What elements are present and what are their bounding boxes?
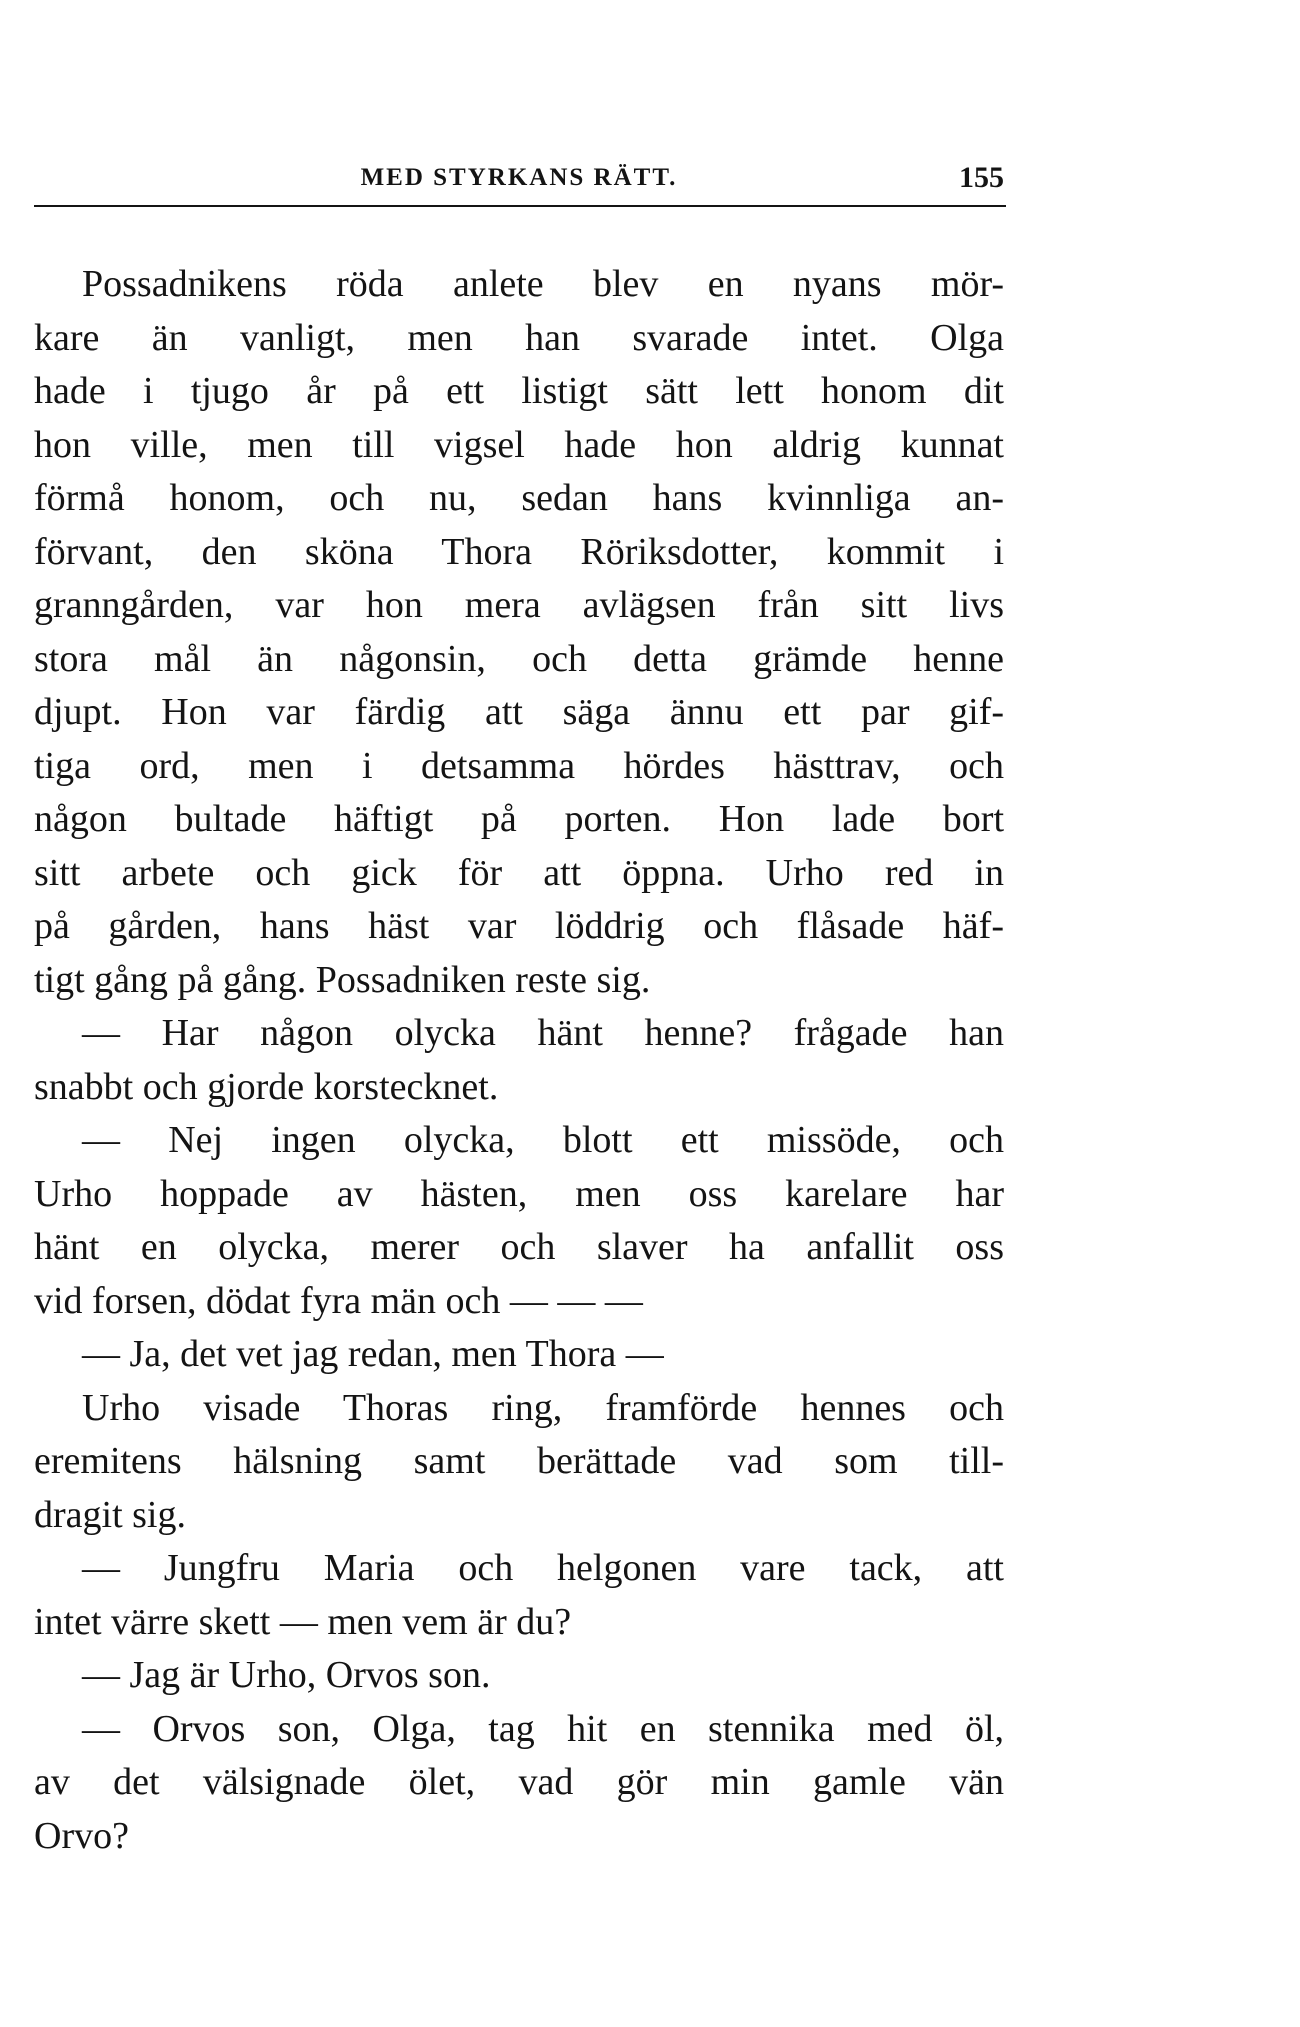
text-line: kare än vanligt, men han svarade intet. Olga — [34, 316, 1004, 359]
text-line: Urho visade Thoras ring, framförde hennes och — [82, 1386, 1004, 1429]
text-line: hänt en olycka, merer och slaver ha anfallit oss — [34, 1226, 1004, 1268]
text-line: granngården, var hon mera avlägsen från sitt livs — [34, 584, 1004, 626]
running-title: MED STYRKANS RÄTT. — [360, 164, 678, 191]
header-rule — [34, 205, 1006, 207]
text-line: hon ville, men till vigsel hade hon aldrig kunnat — [34, 423, 1004, 466]
text-line: tiga ord, men i detsamma hördes hästtrav, och — [34, 744, 1004, 787]
text-line: förmå honom, och nu, sedan hans kvinnliga an- — [34, 477, 1004, 519]
text-line: snabbt och gjorde korstecknet. — [34, 1065, 499, 1108]
text-line: — Nej ingen olycka, blott ett missöde, och — [82, 1119, 1004, 1161]
running-head — [34, 158, 1004, 198]
text-line: intet värre skett — men vem är du? — [34, 1600, 572, 1643]
text-line: Urho hoppade av hästen, men oss karelare har — [34, 1172, 1004, 1215]
page-number: 155 — [959, 161, 1004, 194]
text-line: — Jungfru Maria och helgonen vare tack, att — [82, 1547, 1004, 1589]
body-text — [34, 258, 1004, 1863]
text-line: — Jag är Urho, Orvos son. — [82, 1654, 491, 1696]
text-line: på gården, hans häst var löddrig och flåsade häf- — [34, 905, 1004, 947]
text-line: Possadnikens röda anlete blev en nyans mör- — [82, 263, 1004, 305]
text-line: stora mål än någonsin, och detta grämde henne — [34, 637, 1004, 680]
text-line: eremitens hälsning samt berättade vad som till- — [34, 1440, 1004, 1482]
text-line: — Orvos son, Olga, tag hit en stennika med öl, — [82, 1707, 1004, 1750]
text-line: — Har någon olycka hänt henne? frågade han — [82, 1012, 1004, 1054]
text-line: av det välsignade ölet, vad gör min gamle vän — [34, 1761, 1004, 1803]
text-line: hade i tjugo år på ett listigt sätt lett honom dit — [34, 370, 1004, 412]
text-line: någon bultade häftigt på porten. Hon lade bort — [34, 798, 1004, 840]
text-line: förvant, den sköna Thora Röriksdotter, kommit i — [34, 530, 1004, 573]
text-line: Orvo? — [34, 1814, 129, 1857]
text-line: dragit sig. — [34, 1493, 186, 1536]
text-line: vid forsen, dödat fyra män och — — — — [34, 1279, 643, 1322]
text-line: tigt gång på gång. Possadniken reste sig. — [34, 958, 651, 1001]
text-line: sitt arbete och gick för att öppna. Urho red in — [34, 851, 1004, 894]
text-line: djupt. Hon var färdig att säga ännu ett par gif- — [34, 691, 1004, 733]
text-line: — Ja, det vet jag redan, men Thora — — [82, 1333, 664, 1375]
